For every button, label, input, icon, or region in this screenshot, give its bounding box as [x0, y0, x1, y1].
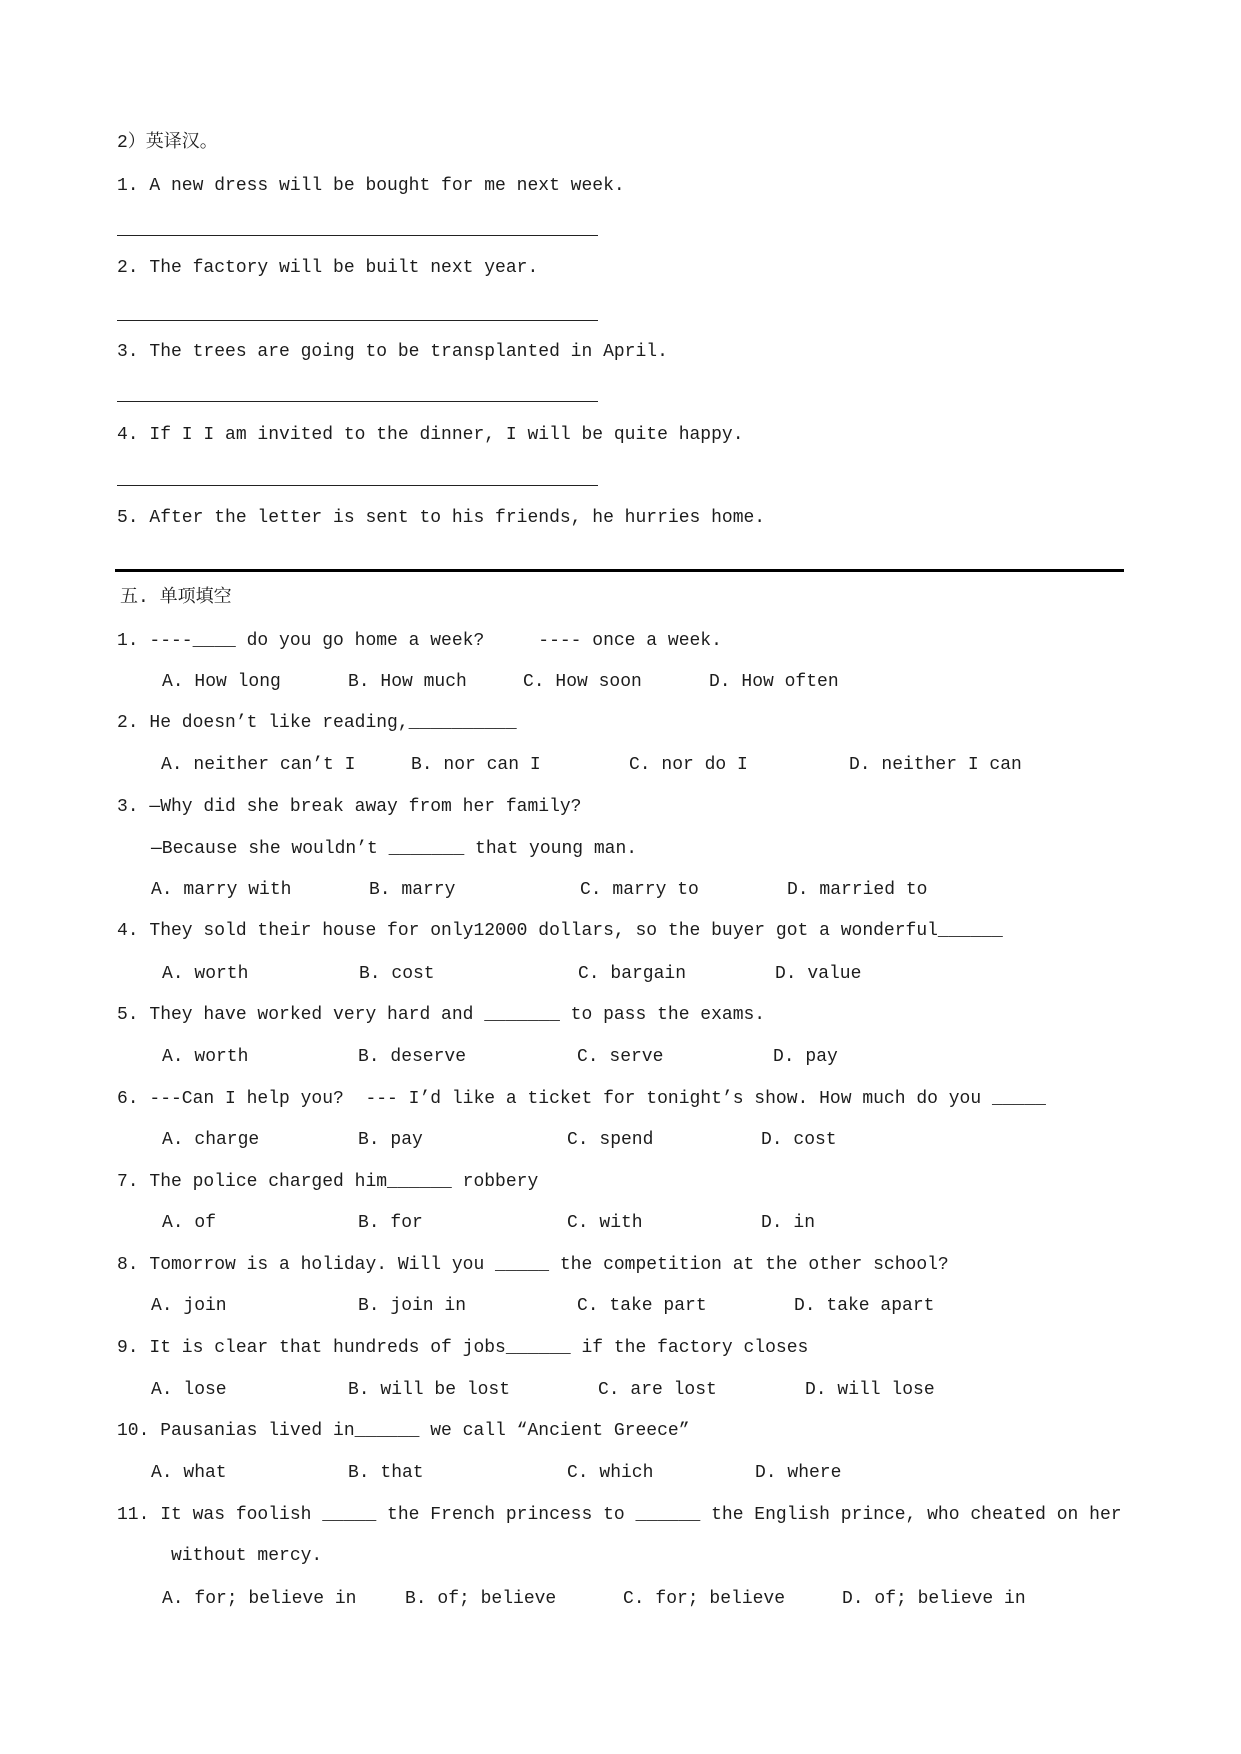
question-stem: 3. —Why did she break away from her family?: [117, 797, 582, 817]
question-stem: 4. They sold their house for only12000 dollars, so the buyer got a wonderful______: [117, 921, 1003, 941]
option-b: B. will be lost: [348, 1380, 511, 1400]
question-stem: 2. He doesn’t like reading,__________: [117, 713, 517, 733]
option-c: C. spend: [567, 1130, 654, 1150]
option-b: B. that: [348, 1463, 424, 1483]
option-a: A. neither can’t I: [161, 755, 356, 775]
option-a: A. what: [151, 1463, 227, 1483]
question-stem-continuation: —Because she wouldn’t _______ that young man.: [151, 839, 638, 859]
option-b: B. nor can I: [411, 755, 541, 775]
option-d: D. will lose: [805, 1380, 935, 1400]
option-b: B. How much: [348, 672, 467, 692]
answer-line: [117, 401, 598, 402]
option-c: C. which: [567, 1463, 654, 1483]
question-stem: 5. They have worked very hard and _______ to pass the exams.: [117, 1005, 766, 1025]
translation-heading: 2）英译汉。: [117, 133, 218, 153]
question-stem: 11. It was foolish _____ the French princess to ______ the English prince, who cheated on her: [117, 1505, 1122, 1525]
option-a: A. lose: [151, 1380, 227, 1400]
option-c: C. bargain: [578, 964, 687, 984]
translation-sentence: 3. The trees are going to be transplanted in April.: [117, 342, 668, 362]
option-b: B. join in: [358, 1296, 467, 1316]
answer-line: [117, 485, 598, 486]
option-a: A. join: [151, 1296, 227, 1316]
section-divider: [115, 569, 1124, 572]
option-b: B. pay: [358, 1130, 423, 1150]
question-stem: 6. ---Can I help you? --- I’d like a ticket for tonight’s show. How much do you _____: [117, 1089, 1046, 1109]
option-d: D. take apart: [794, 1296, 935, 1316]
option-c: C. serve: [577, 1047, 664, 1067]
option-c: C. nor do I: [629, 755, 748, 775]
option-a: A. worth: [162, 1047, 249, 1067]
question-stem: 1. ----____ do you go home a week? ---- once a week.: [117, 631, 722, 651]
option-d: D. cost: [761, 1130, 837, 1150]
question-stem: 9. It is clear that hundreds of jobs______ if the factory closes: [117, 1338, 809, 1358]
option-c: C. are lost: [598, 1380, 717, 1400]
option-c: C. take part: [577, 1296, 707, 1316]
question-stem: 8. Tomorrow is a holiday. Will you _____ the competition at the other school?: [117, 1255, 949, 1275]
translation-sentence: 5. After the letter is sent to his friends, he hurries home.: [117, 508, 766, 528]
option-c: C. How soon: [523, 672, 642, 692]
option-c: C. with: [567, 1213, 643, 1233]
answer-line: [117, 235, 598, 236]
option-d: D. value: [775, 964, 862, 984]
option-d: D. How often: [709, 672, 839, 692]
question-stem: 10. Pausanias lived in______ we call “Ancient Greece”: [117, 1421, 690, 1441]
option-d: D. of; believe in: [842, 1589, 1026, 1609]
option-d: D. neither I can: [849, 755, 1022, 775]
answer-line: [117, 320, 598, 321]
option-b: B. cost: [359, 964, 435, 984]
translation-sentence: 2. The factory will be built next year.: [117, 258, 539, 278]
option-d: D. pay: [773, 1047, 838, 1067]
option-a: A. marry with: [151, 880, 292, 900]
option-b: B. deserve: [358, 1047, 467, 1067]
option-a: A. worth: [162, 964, 249, 984]
translation-sentence: 4. If I I am invited to the dinner, I will be quite happy.: [117, 425, 744, 445]
question-stem-continuation: without mercy.: [171, 1546, 323, 1566]
option-c: C. for; believe: [623, 1589, 786, 1609]
option-b: B. for: [358, 1213, 423, 1233]
option-a: A. charge: [162, 1130, 260, 1150]
translation-sentence: 1. A new dress will be bought for me next week.: [117, 176, 625, 196]
option-b: B. marry: [369, 880, 456, 900]
question-stem: 7. The police charged him______ robbery: [117, 1172, 539, 1192]
option-a: A. of: [162, 1213, 217, 1233]
option-d: D. where: [755, 1463, 842, 1483]
option-c: C. marry to: [580, 880, 699, 900]
section-heading: 五. 单项填空: [120, 588, 232, 608]
option-a: A. How long: [162, 672, 281, 692]
option-d: D. in: [761, 1213, 816, 1233]
option-a: A. for; believe in: [162, 1589, 357, 1609]
option-d: D. married to: [787, 880, 928, 900]
option-b: B. of; believe: [405, 1589, 557, 1609]
